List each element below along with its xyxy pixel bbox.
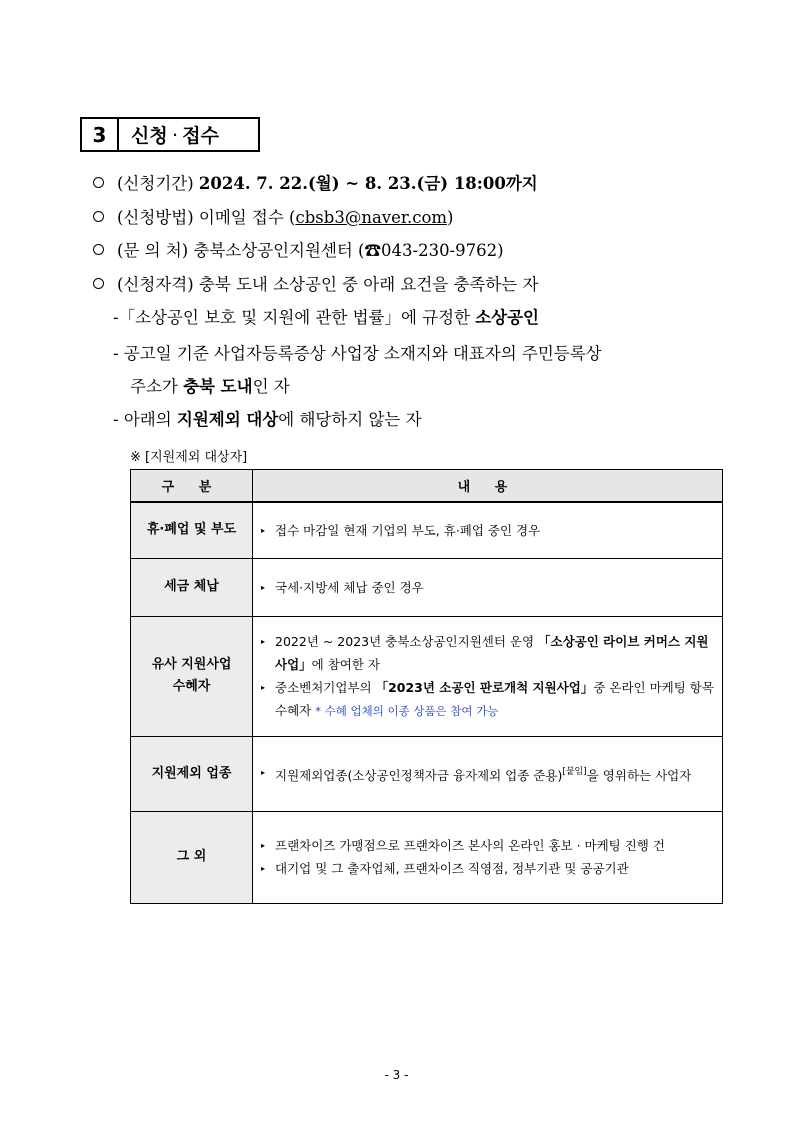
criterion-2-line2: 주소가 충북 도내인 자 — [130, 377, 290, 396]
triangle-bullet-icon: ▸ — [261, 864, 266, 873]
table-row — [131, 736, 723, 811]
row-category: 그 외 — [131, 811, 253, 903]
circle-bullet-icon — [93, 244, 104, 255]
triangle-bullet-icon: ▸ — [261, 636, 266, 646]
header-content: 내 용 — [253, 470, 723, 503]
section-title-b: 접수 — [182, 125, 219, 147]
page-number: - 3 - — [384, 1068, 409, 1082]
criterion-3: - 아래의 지원제외 대상에 해당하지 않는 자 — [113, 410, 422, 429]
criterion-2-line1: - 공고일 기준 사업자등록증상 사업장 소재지와 대표자의 주민등록상 — [113, 344, 602, 363]
exclusion-table — [130, 469, 723, 904]
row-content: ▸ 접수 마감일 현재 기업의 부도, 휴·폐업 중인 경우 — [253, 502, 723, 558]
bullet-period: (신청기간) 2024. 7. 22.(월) ~ 8. 23.(금) 18:00까지 — [93, 170, 538, 194]
triangle-bullet-icon: ▸ — [261, 767, 266, 777]
triangle-bullet-icon: ▸ — [261, 525, 266, 535]
table-row — [131, 558, 723, 616]
table-row — [131, 811, 723, 903]
triangle-bullet-icon: ▸ — [261, 582, 266, 592]
phone-number: 043-230-9762 — [381, 241, 498, 260]
section-title — [119, 119, 258, 150]
section-title-dot: · — [172, 127, 178, 142]
row-category: 지원제외 업종 — [131, 736, 253, 811]
row-category: 휴·폐업 및 부도 — [131, 502, 253, 558]
note-text: * 수혜 업체의 이종 상품은 참여 가능 — [315, 703, 499, 718]
circle-bullet-icon — [93, 278, 104, 289]
table-row — [131, 616, 723, 736]
phone-icon: ☎ — [364, 241, 381, 260]
header-category: 구 분 — [131, 470, 253, 503]
table-row — [131, 502, 723, 558]
application-period: 2024. 7. 22.(월) ~ 8. 23.(금) 18:00까지 — [198, 174, 538, 193]
table-caption: ※ [지원제외 대상자] — [130, 450, 248, 465]
circle-bullet-icon — [93, 211, 104, 222]
row-category: 세금 체납 — [131, 558, 253, 616]
row-content: ▸ 지원제외업종(소상공인정책자금 융자제외 업종 준용)[붙임]을 영위하는 사업자 — [253, 736, 723, 811]
bullet-method: (신청방법) 이메일 접수 (cbsb3@naver.com) — [93, 204, 453, 228]
section-title-a: 신청 — [131, 125, 168, 147]
row-content: ▸ 프랜차이즈 가맹점으로 프랜차이즈 본사의 온라인 홍보 · 마케팅 진행 건 ▸ 대기업 및 그 출자업체, 프랜차이즈 직영점, 정부기관 및 공공기관 — [253, 811, 723, 903]
circle-bullet-icon — [93, 177, 104, 188]
row-content: ▸ 국세·지방세 체납 중인 경우 — [253, 558, 723, 616]
section-number: 3 — [82, 119, 119, 150]
section-heading — [80, 117, 260, 152]
bullet-eligibility: (신청자격) 충북 도내 소상공인 중 아래 요건을 충족하는 자 — [93, 271, 538, 295]
email-link[interactable]: cbsb3@naver.com — [295, 208, 448, 227]
row-content: ▸ 2022년 ~ 2023년 충북소상공인지원센터 운영 「소상공인 라이브 커머스 지원사업」에 참여한 자 ▸ 중소벤처기업부의 「2023년 소공인 판로개척 지원사업」중 온라인 마케팅 항목 수혜자 * 수혜 업체의 이종 상품은 참여 가능 — [253, 616, 723, 736]
triangle-bullet-icon: ▸ — [261, 682, 266, 692]
bullet-contact: (문 의 처) 충북소상공인지원센터 (☎043-230-9762) — [93, 237, 504, 261]
triangle-bullet-icon: ▸ — [261, 841, 266, 850]
criterion-1: -「소상공인 보호 및 지원에 관한 법률」에 규정한 소상공인 — [113, 308, 539, 327]
row-category: 유사 지원사업 수혜자 — [131, 616, 253, 736]
table-header-row — [131, 470, 723, 503]
